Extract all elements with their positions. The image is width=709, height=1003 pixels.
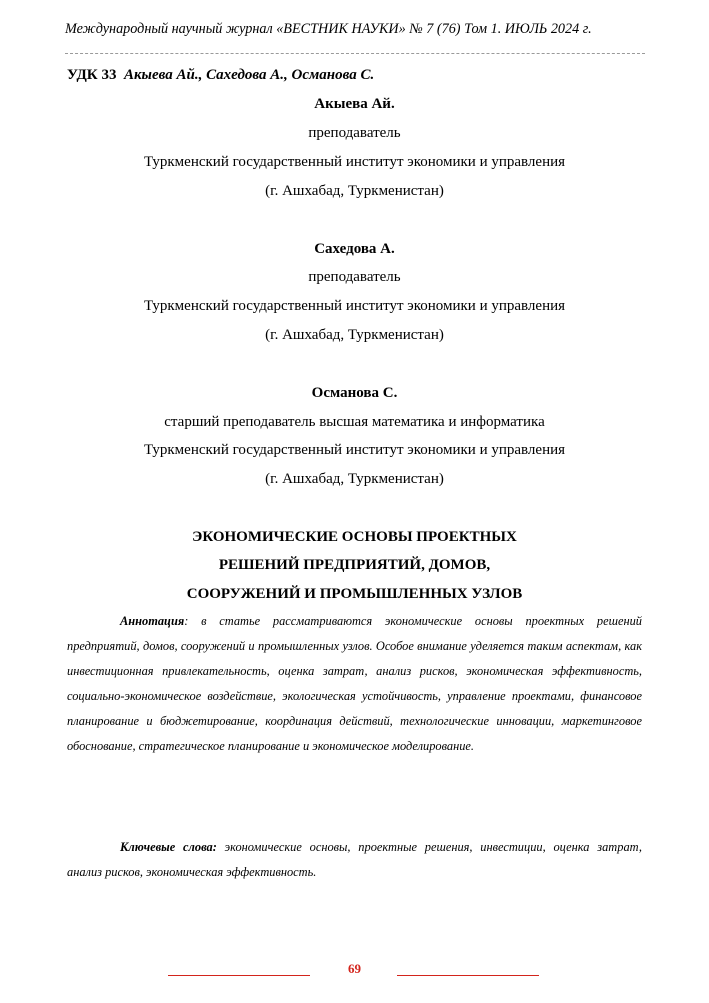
page-number: 69: [348, 961, 361, 976]
author-2-location: (г. Ашхабад, Туркменистан): [265, 327, 444, 343]
author-3-position: старший преподаватель высшая математика и информатика: [164, 414, 545, 430]
keywords-label: Ключевые слова:: [120, 840, 217, 854]
abstract-label: Аннотация: [120, 614, 185, 628]
journal-header: Международный научный журнал «ВЕСТНИК НАУКИ» № 7 (76) Том 1. ИЮЛЬ 2024 г.: [65, 21, 592, 37]
udk-line: [67, 67, 374, 84]
article-title-line-3: СООРУЖЕНИЙ И ПРОМЫШЛЕННЫХ УЗЛОВ: [186, 586, 523, 602]
author-3-name: Османова С.: [311, 385, 398, 401]
author-3-location: (г. Ашхабад, Туркменистан): [265, 471, 444, 487]
author-1-name: Акыева Ай.: [314, 96, 395, 112]
keywords-text: экономические основы, проектные решения, инвестиции, оценка затрат, анализ рисков, экономическая эффективность.: [67, 840, 642, 879]
author-2-organization: Туркменский государственный институт экономики и управления: [143, 298, 566, 314]
author-2-name: Сахедова А.: [314, 241, 395, 257]
article-title-line-2: РЕШЕНИЙ ПРЕДПРИЯТИЙ, ДОМОВ,: [218, 557, 491, 573]
author-3-organization: Туркменский государственный институт экономики и управления: [143, 442, 566, 458]
keywords-paragraph: [67, 835, 642, 885]
header-divider: [65, 53, 645, 54]
udk-code: УДК 33: [67, 67, 117, 83]
author-1-position: преподаватель: [308, 125, 401, 141]
footer-rule-right: [397, 975, 539, 976]
abstract-paragraph: [67, 609, 642, 759]
author-1-organization: Туркменский государственный институт экономики и управления: [143, 154, 566, 170]
abstract-text: : в статье рассматриваются экономические основы проектных решений предприятий, домов, сооружений и промышленных узлов. Особое внимание уделяется таким аспектам, как инвестиционная привлекательность, оценка затрат, анализ рисков, экономическая эффективность, социально-экономическое воздействие, экологическая устойчивость, управление проектами, финансовое планирование и бюджетирование, координация действий, технологические инновации, маркетинговое обоснование, стратегическое планирование и экономическое моделирование.: [67, 614, 642, 753]
author-1-location: (г. Ашхабад, Туркменистан): [265, 183, 444, 199]
author-2-position: преподаватель: [308, 269, 401, 285]
udk-author-names: Акыева Ай., Сахедова А., Османова С.: [123, 67, 375, 83]
article-title-line-1: ЭКОНОМИЧЕСКИЕ ОСНОВЫ ПРОЕКТНЫХ: [192, 529, 517, 545]
